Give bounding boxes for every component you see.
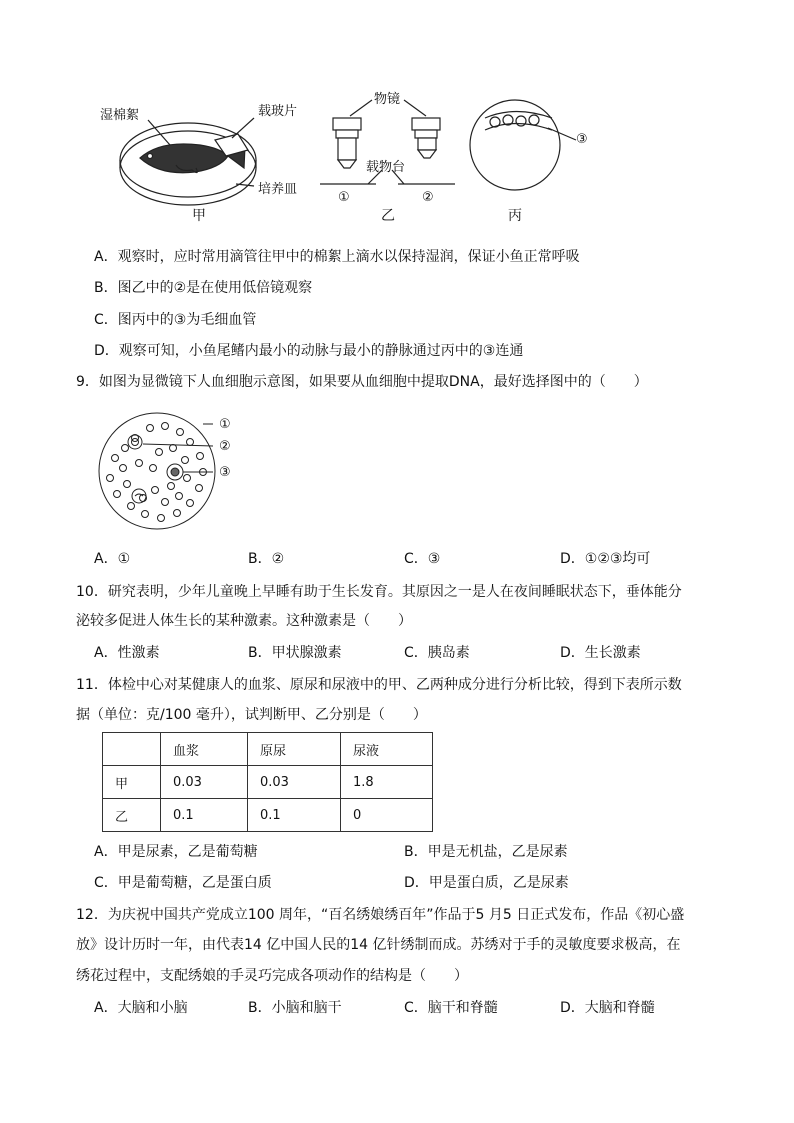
label-objective: 物镜	[374, 92, 401, 107]
q11-option-d: D．甲是蛋白质，乙是尿素	[404, 875, 569, 891]
table-cell: 甲	[103, 766, 161, 799]
q11-option-b: B．甲是无机盐，乙是尿素	[404, 844, 568, 860]
q9-label-2: ②	[219, 439, 231, 454]
q8-option-a: A．观察时，应时常用滴管往甲中的棉絮上滴水以保持湿润，保证小鱼正常呼吸	[94, 249, 580, 265]
q9-stem: 9．如图为显微镜下人血细胞示意图，如果要从血细胞中提取DNA，最好选择图中的（ ）	[76, 374, 648, 390]
table-cell: 0	[341, 799, 433, 832]
q9-option-b: B．②	[248, 551, 285, 567]
q9-label-1: ①	[219, 417, 231, 432]
label-slide: 载玻片	[258, 104, 298, 119]
q11-stem-line1: 11．体检中心对某健康人的血浆、原尿和尿液中的甲、乙两种成分进行分析比较，得到下表所示数	[76, 677, 682, 693]
q11-stem-line2: 据（单位：克/100 毫升），试判断甲、乙分别是（ ）	[76, 707, 427, 723]
capillary-view-drawing	[470, 100, 576, 190]
q8-option-b: B．图乙中的②是在使用低倍镜观察	[94, 280, 313, 296]
q12-stem-line2: 放》设计历时一年，由代表14 亿中国人民的14 亿针绣制而成。苏绣对于手的灵敏度要求极高，在	[76, 937, 681, 953]
table-cell: 1.8	[341, 766, 433, 799]
q12-stem-line1: 12．为庆祝中国共产党成立100 周年，“百名绣娘绣百年”作品于5 月5 日正式发布，作品《初心盛	[76, 907, 685, 923]
q10-stem-line1: 10．研究表明，少年儿童晚上早睡有助于生长发育。其原因之一是人在夜间睡眠状态下，垂体能分	[76, 584, 682, 600]
label-n2: ②	[422, 190, 434, 205]
label-n1: ①	[338, 190, 350, 205]
q8-option-d: D．观察可知，小鱼尾鳍内最小的动脉与最小的静脉通过丙中的③连通	[94, 343, 524, 359]
table-cell: 0.03	[248, 766, 341, 799]
q12-option-d: D．大脑和脊髓	[560, 1000, 655, 1016]
q9-option-a: A．①	[94, 551, 131, 567]
table-header-urine: 尿液	[341, 733, 433, 766]
petri-dish-drawing	[120, 118, 256, 205]
table-row	[103, 799, 433, 832]
table-header-plasma: 血浆	[161, 733, 248, 766]
q10-option-a: A．性激素	[94, 645, 160, 661]
q11-option-c: C．甲是葡萄糖，乙是蛋白质	[94, 875, 272, 891]
caption-jia: 甲	[192, 208, 206, 224]
label-dish: 培养皿	[258, 182, 298, 197]
q12-option-b: B．小脑和脑干	[248, 1000, 342, 1016]
q12-stem-line3: 绣花过程中，支配绣娘的手灵巧完成各项动作的结构是（ ）	[76, 968, 468, 984]
table-row	[103, 766, 433, 799]
label-wet-cotton: 湿棉絮	[100, 108, 140, 123]
q9-option-d: D．①②③均可	[560, 551, 651, 567]
q11-data-table	[102, 732, 433, 832]
caption-yi: 乙	[381, 208, 395, 224]
table-header-row	[103, 733, 433, 766]
q9-label-3: ③	[219, 465, 231, 480]
table-cell	[103, 733, 161, 766]
q10-option-c: C．胰岛素	[404, 645, 470, 661]
q12-option-a: A．大脑和小脑	[94, 1000, 188, 1016]
q11-option-a: A．甲是尿素，乙是葡萄糖	[94, 844, 258, 860]
caption-bing: 丙	[508, 208, 522, 224]
q8-option-c: C．图丙中的③为毛细血管	[94, 312, 257, 328]
q9-option-c: C．③	[404, 551, 441, 567]
q10-stem-line2: 泌较多促进人体生长的某种激素。这种激素是（ ）	[76, 613, 412, 629]
table-cell: 乙	[103, 799, 161, 832]
q10-option-b: B．甲状腺激素	[248, 645, 342, 661]
label-stage: 载物台	[366, 160, 406, 175]
table-cell: 0.1	[161, 799, 248, 832]
label-n3: ③	[576, 132, 588, 147]
q12-option-c: C．脑干和脊髓	[404, 1000, 498, 1016]
table-cell: 0.03	[161, 766, 248, 799]
table-cell: 0.1	[248, 799, 341, 832]
table-header-primary-urine: 原尿	[248, 733, 341, 766]
q10-option-d: D．生长激素	[560, 645, 641, 661]
blood-cell-figure	[95, 408, 270, 538]
